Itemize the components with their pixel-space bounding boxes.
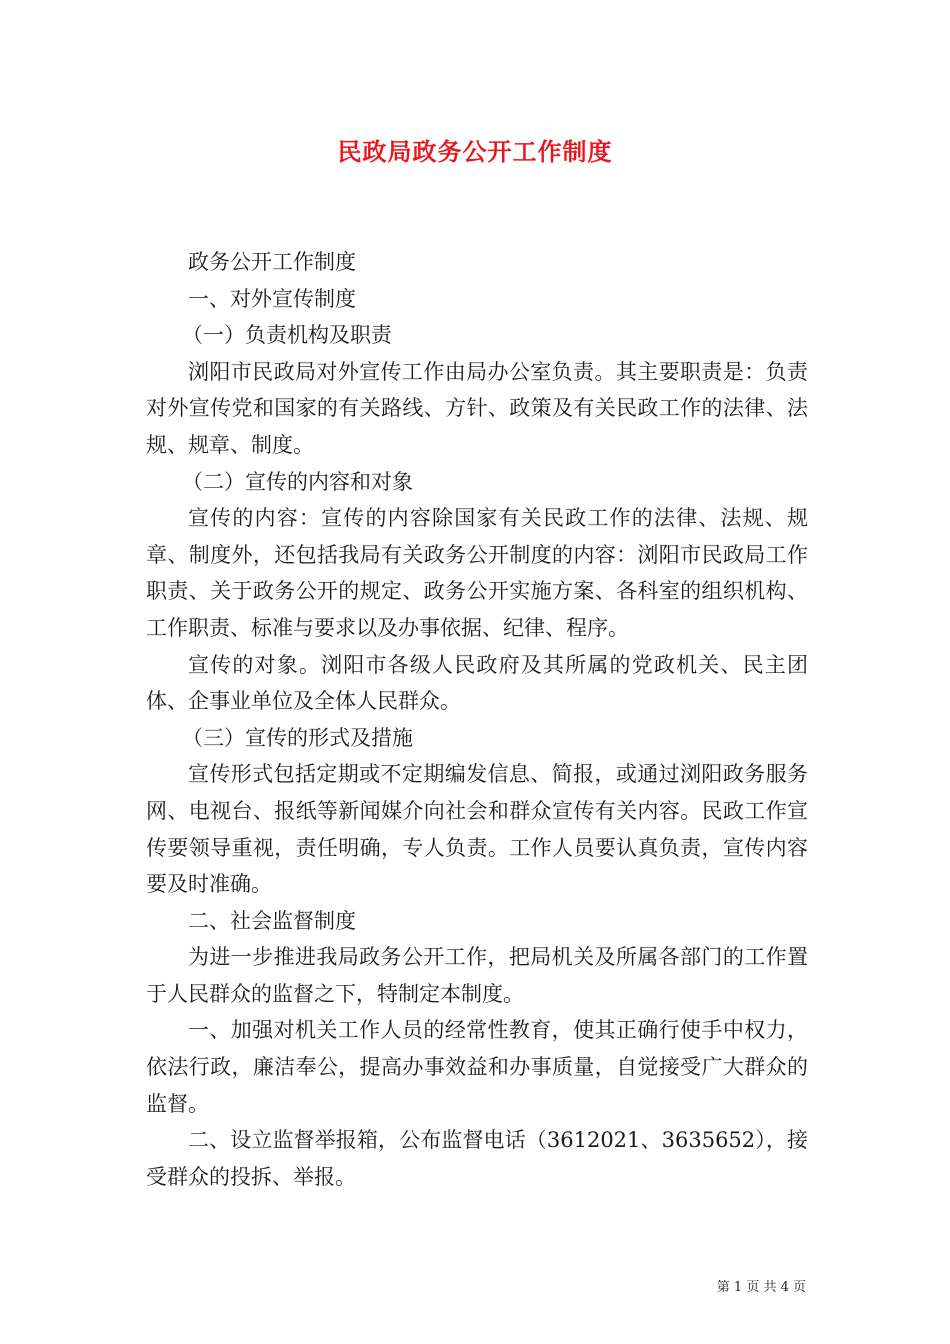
paragraph: 宣传形式包括定期或不定期编发信息、简报，或通过浏阳政务服务网、电视台、报纸等新闻媒介向社会和群众宣传有关内容。民政工作宣传要领导重视，责任明确，专人负责。工作人员要认真负责，宣传内容要及时准确。 — [146, 762, 808, 897]
subsection-heading-2: （二）宣传的内容和对象 — [182, 469, 413, 494]
document-body — [146, 244, 808, 1195]
subsection-heading-3: （三）宣传的形式及措施 — [182, 725, 413, 750]
paragraph: 二、设立监督举报箱，公布监督电话（3612021、3635652），接受群众的投拆、举报。 — [146, 1128, 808, 1189]
paragraph: 宣传的对象。浏阳市各级人民政府及其所属的党政机关、民主团体、企事业单位及全体人民群众。 — [146, 652, 808, 714]
paragraph: 宣传的内容：宣传的内容除国家有关民政工作的法律、法规、规章、制度外，还包括我局有关政务公开制度的内容：浏阳市民政局工作职责、关于政务公开的规定、政务公开实施方案、各科室的组织机构、工作职责、标准与要求以及办事依据、纪律、程序。 — [146, 506, 808, 640]
section-heading-2: 二、社会监督制度 — [188, 908, 356, 933]
paragraph: 浏阳市民政局对外宣传工作由局办公室负责。其主要职责是：负责对外宣传党和国家的有关路线、方针、政策及有关民政工作的法律、法规、规章、制度。 — [146, 359, 808, 457]
paragraph: 一、加强对机关工作人员的经常性教育，使其正确行使手中权力，依法行政，廉洁奉公，提高办事效益和办事质量，自觉接受广大群众的监督。 — [146, 1018, 808, 1116]
section-heading-1: 一、对外宣传制度 — [188, 286, 356, 311]
paragraph: 为进一步推进我局政务公开工作，把局机关及所属各部门的工作置于人民群众的监督之下，特制定本制度。 — [146, 945, 808, 1006]
subsection-heading-1: （一）负责机构及职责 — [182, 323, 392, 348]
heading-main: 政务公开工作制度 — [188, 250, 356, 274]
document-title: 民政局政务公开工作制度 — [337, 137, 613, 166]
page-number: 第 1 页 共 4 页 — [716, 1280, 806, 1295]
